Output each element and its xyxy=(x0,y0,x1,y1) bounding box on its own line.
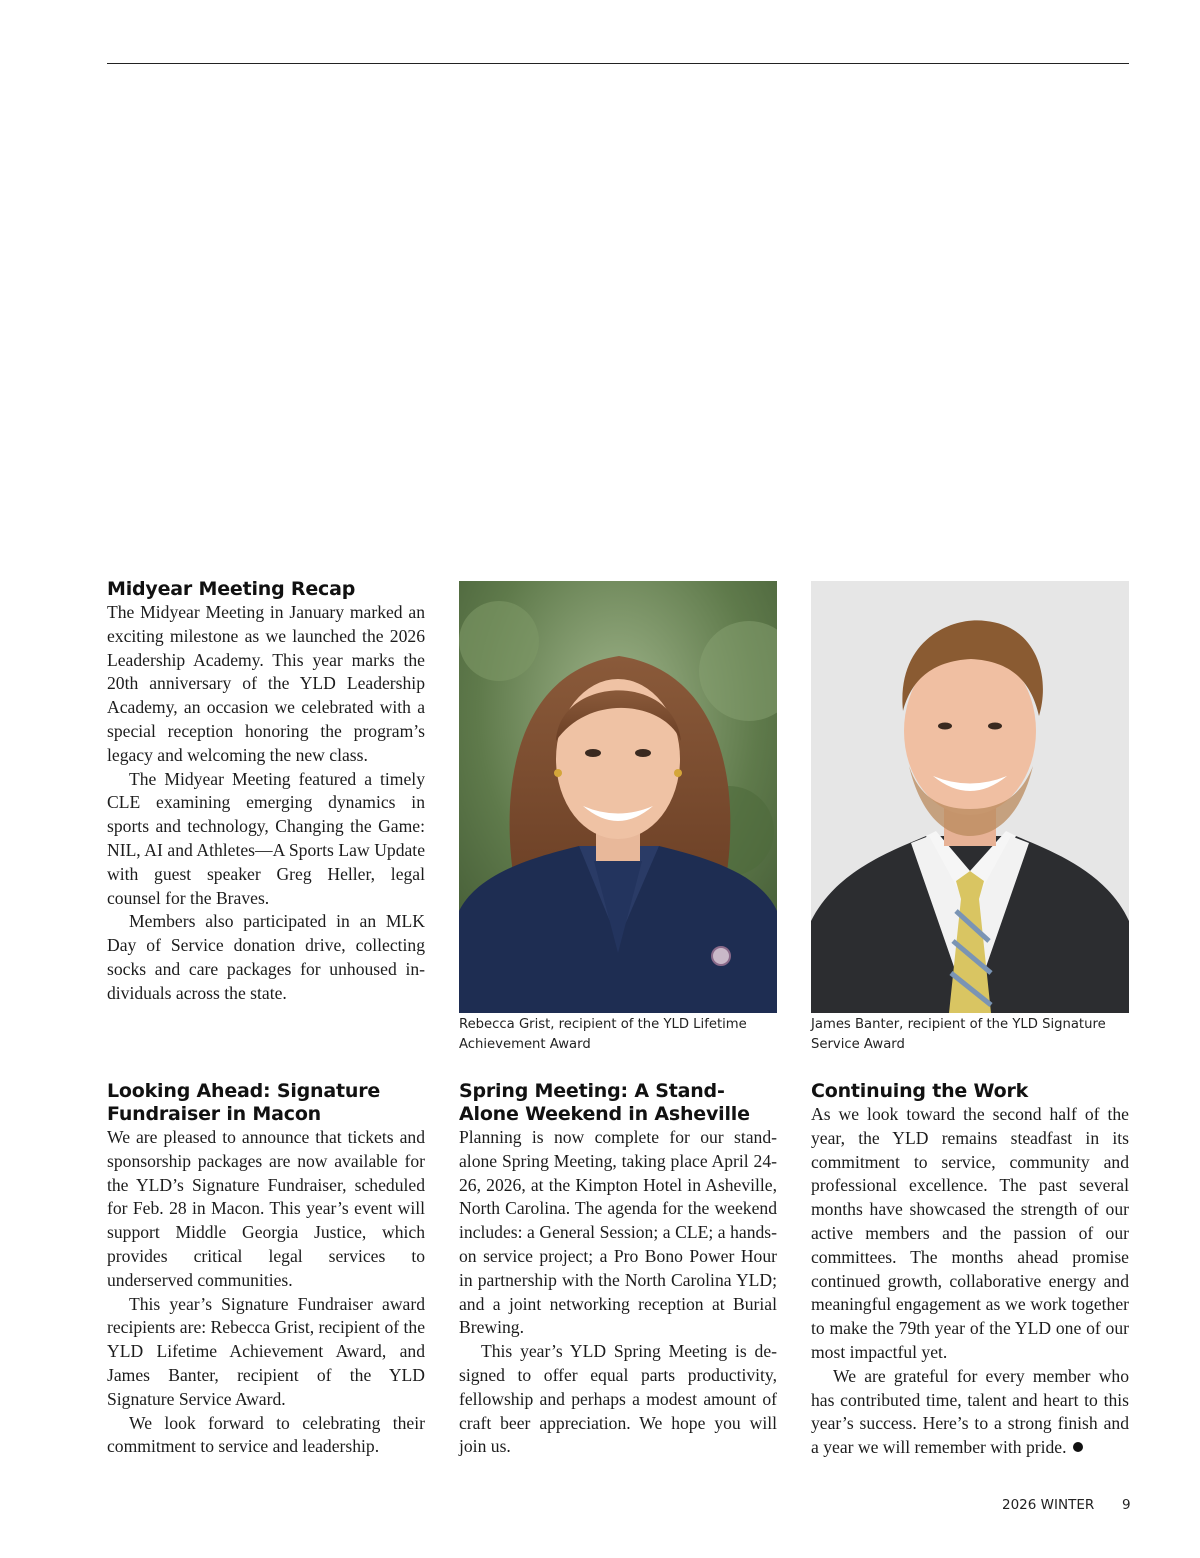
continuing-heading: Continuing the Work xyxy=(811,1080,1029,1102)
continuing-paragraph-2 xyxy=(811,1365,1129,1460)
midyear-heading: Midyear Meeting Recap xyxy=(107,578,356,600)
james-banter-photo xyxy=(811,581,1129,1013)
spring-meeting-heading: Spring Meeting: A Stand-Alone Weekend in Asheville xyxy=(459,1080,750,1125)
issue-label: 2026 WINTER xyxy=(1002,1497,1095,1513)
continuing-paragraph-1: As we look toward the second half of the year, the YLD remains steadfast in its commitment to service, community and professional excellence. The past several months have showcased the strength of our active members and the passion of our committees. The months ahead promise continued growth, collaborative energy and meaningful engagement as we work together to make the 79th year of the YLD one of our most impactful yet. xyxy=(811,1104,1129,1362)
end-mark-icon xyxy=(1073,1442,1083,1452)
rebecca-grist-caption: Rebecca Grist, recipient of the YLD Lifetime Achievement Award xyxy=(459,1017,747,1052)
looking-ahead-paragraph-2: This year’s Signature Fundraiser award recipients are: Rebecca Grist, recipient of the YLD Lifetime Achievement Award, and James Banter, recipient of the YLD Signature Service Award. xyxy=(107,1293,426,1409)
continuing-body xyxy=(811,1103,1129,1460)
continuing-paragraph-2-text: We are grateful for every member who has contributed time, talent and heart to this year’s success. Here’s to a strong finish and a year we will remember with pride. xyxy=(811,1365,1129,1458)
spring-meeting-article xyxy=(459,1080,777,1459)
midyear-body xyxy=(107,601,425,1006)
spring-meeting-paragraph-1: Planning is now complete for our stand-alone Spring Meeting, taking place April 24-26, 2026, at the Kimpton Hotel in Asheville, North Carolina. The agenda for the weekend includes: a General Session; a CLE; a hands-on service project; a Pro Bono Power Hour in partnership with the North Carolina YLD; and a joint networking reception at Burial Brewing. xyxy=(459,1127,777,1338)
looking-ahead-paragraph-1: We are pleased to announce that tickets and sponsorship packages are now available for the YLD’s Signature Fundraiser, scheduled for Feb. 28 in Macon. This year’s event will support Middle Georgia Justice, which provides critical legal services to underserved communities. xyxy=(107,1127,425,1290)
rebecca-grist-photo xyxy=(459,581,777,1013)
spring-meeting-paragraph-2: This year’s YLD Spring Meeting is designed to offer equal parts productivity, fellowship and perhaps a modest amount of craft beer appreciation. We hope you will join us. xyxy=(459,1341,777,1457)
looking-ahead-article xyxy=(107,1080,425,1459)
midyear-paragraph-1: The Midyear Meeting in January marked an exciting milestone as we launched the 2026 Leadership Academy. This year marks the 20th anniversary of the YLD Leadership Academy, an occasion we celebrated with a special reception honoring the program’s legacy and welcoming the new class. xyxy=(107,602,425,765)
midyear-paragraph-3: Members also participated in an MLK Day of Service donation drive, collecting socks and care packages for unhoused individuals across the state. xyxy=(107,911,425,1003)
james-banter-caption: James Banter, recipient of the YLD Signature Service Award xyxy=(811,1017,1106,1052)
looking-ahead-heading: Looking Ahead: Signature Fundraiser in Macon xyxy=(107,1080,381,1125)
spring-meeting-body xyxy=(459,1126,777,1459)
midyear-paragraph-2: The Midyear Meeting featured a timely CLE examining emerging dynamics in sports and technology, Changing the Game: NIL, AI and Athletes—A Sports Law Update with guest speaker Greg Heller, legal counsel for the Braves. xyxy=(107,768,425,908)
top-rule xyxy=(107,63,1129,64)
looking-ahead-paragraph-3: We look forward to celebrating their commitment to service and leadership. xyxy=(107,1412,425,1457)
continuing-article xyxy=(811,1080,1129,1460)
looking-ahead-body xyxy=(107,1126,425,1459)
midyear-article xyxy=(107,578,425,1006)
page-number: 9 xyxy=(1122,1497,1131,1513)
